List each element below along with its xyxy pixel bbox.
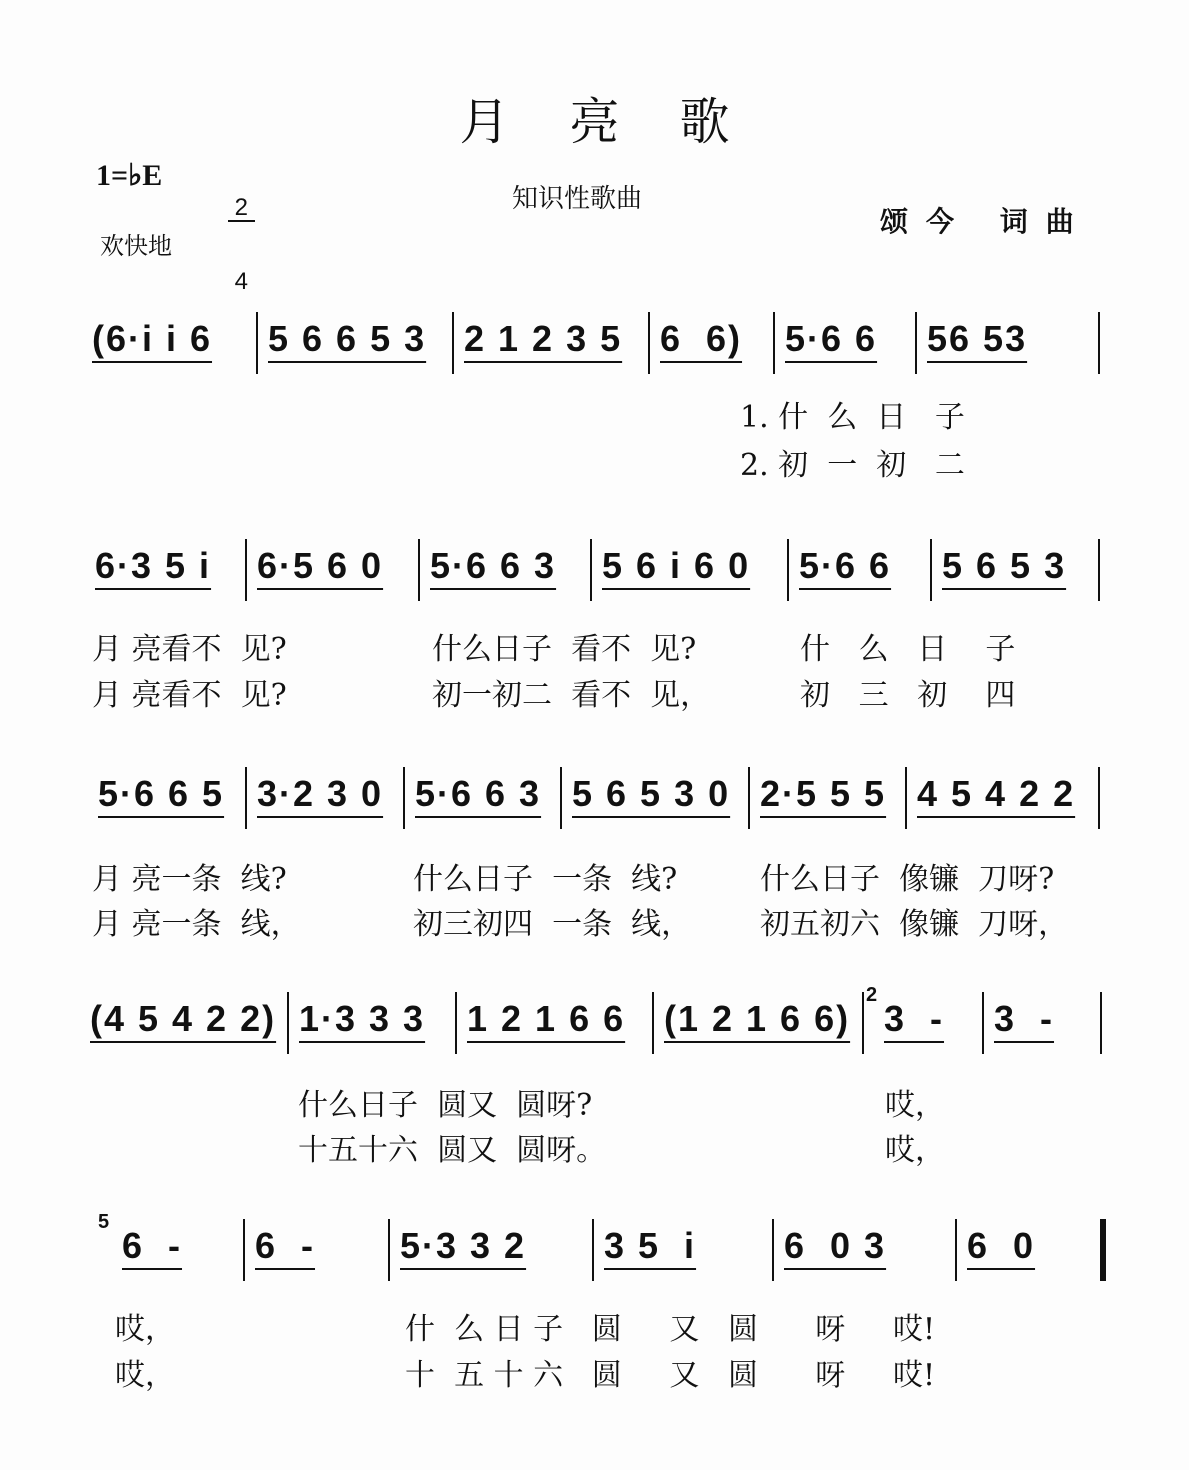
lyric-verse-2: 初 三 初 四 [800,678,1016,713]
barline [787,539,789,601]
lyric-verse-1: 什 么 日 子 [800,632,1016,667]
barline [592,1219,594,1281]
barline [905,767,907,829]
lyric-verse-2: 初五初六 像镰 刀呀， [760,907,1069,942]
barline [1098,312,1100,374]
measure: 3·2 3 0 [257,773,384,814]
measure: 6·3 5 i [95,545,212,586]
lyric-verse-1: 1. 什 么 日 子 [740,400,965,435]
measure: 2 1 2 3 5 [464,318,623,359]
measure: 5·6 6 [785,318,878,359]
tempo-marking: 欢快地 [100,232,172,260]
lyric-verse-1: 哎， [115,1312,175,1347]
measure: 5·3 3 2 [400,1225,527,1266]
barline [982,992,984,1054]
barline [452,312,454,374]
measure: 5·6 6 5 [98,773,225,814]
lyric-verse-2: 哎， [115,1358,175,1393]
time-signature-top: 2 [228,196,255,222]
measure: 6·5 6 0 [257,545,384,586]
author-credit: 颂今 词曲 [880,205,1092,238]
measure: 5·6 6 3 [430,545,557,586]
barline [403,767,405,829]
time-signature-bottom: 4 [234,268,249,295]
lyric-verse-1: 什么日子 看不 见? [432,632,697,667]
measure: 3 5 i [604,1225,697,1266]
grace-note: 5 [98,1211,110,1233]
lyric-verse-2: 2. 初 一 初 二 [740,448,965,483]
barline [243,1219,245,1281]
measure: 5·6 6 3 [415,773,542,814]
measure: 4 5 4 2 2 [917,773,1076,814]
barline [245,767,247,829]
time-signature [228,148,255,342]
measure: 6 0 3 [784,1225,887,1266]
measure: 2·5 5 5 [760,773,887,814]
measure: 6 6) [660,318,743,359]
grace-note: 2 [866,984,878,1006]
barline [915,312,917,374]
barline [748,767,750,829]
lyric-verse-2: 十五十六 圆又 圆呀。 [298,1133,607,1168]
barline [388,1219,390,1281]
lyric-verse-1: 什 么 日 子 圆 又 圆 呀 哎! [405,1312,935,1347]
lyric-verse-2: 初一初二 看不 见， [432,678,711,713]
lyric-verse-1: 什么日子 一条 线? [413,862,678,897]
lyric-verse-1: 月 亮看不 见? [92,632,287,667]
measure: 5·6 6 [799,545,892,586]
measure: 1·3 3 3 [299,998,426,1039]
barline [1098,767,1100,829]
barline [930,539,932,601]
lyric-verse-1: 什么日子 圆又 圆呀? [298,1088,593,1123]
barline [648,312,650,374]
barline [652,992,654,1054]
barline [455,992,457,1054]
measure: (4 5 4 2 2) [90,998,277,1039]
barline [418,539,420,601]
measure: 3 - [994,998,1055,1039]
song-title: 月亮歌 [459,93,790,151]
lyric-verse-2: 哎， [885,1133,945,1168]
lyric-verse-1: 月 亮一条 线? [92,862,287,897]
barline [772,1219,774,1281]
measure: (6·i i 6 [92,318,213,359]
measure: 6 - [122,1225,183,1266]
measure: 3 - [884,998,945,1039]
lyric-verse-2: 初三初四 一条 线， [413,907,692,942]
measure: 5 6 5 3 [942,545,1067,586]
measure: 1 2 1 6 6 [467,998,626,1039]
barline [256,312,258,374]
measure: 5 6 i 6 0 [602,545,751,586]
measure: 6 - [255,1225,316,1266]
barline [1100,1219,1106,1281]
barline [560,767,562,829]
barline [590,539,592,601]
barline [773,312,775,374]
lyric-verse-1: 什么日子 像镰 刀呀? [760,862,1055,897]
key-signature: 1=♭E [96,159,163,192]
lyric-verse-2: 月 亮一条 线， [92,907,301,942]
measure: 6 0 [967,1225,1036,1266]
barline [955,1219,957,1281]
lyric-verse-2: 月 亮看不 见? [92,678,287,713]
barline [245,539,247,601]
barline [287,992,289,1054]
barline [1098,539,1100,601]
lyric-verse-1: 哎， [885,1088,945,1123]
measure: 5 6 5 3 0 [572,773,731,814]
measure: 5 6 6 5 3 [268,318,427,359]
subtitle: 知识性歌曲 [512,184,643,214]
barline [1100,992,1102,1054]
measure: (1 2 1 6 6) [664,998,851,1039]
lyric-verse-2: 十 五 十 六 圆 又 圆 呀 哎! [405,1358,935,1393]
measure: 56 53 [927,318,1028,359]
barline [862,992,864,1054]
